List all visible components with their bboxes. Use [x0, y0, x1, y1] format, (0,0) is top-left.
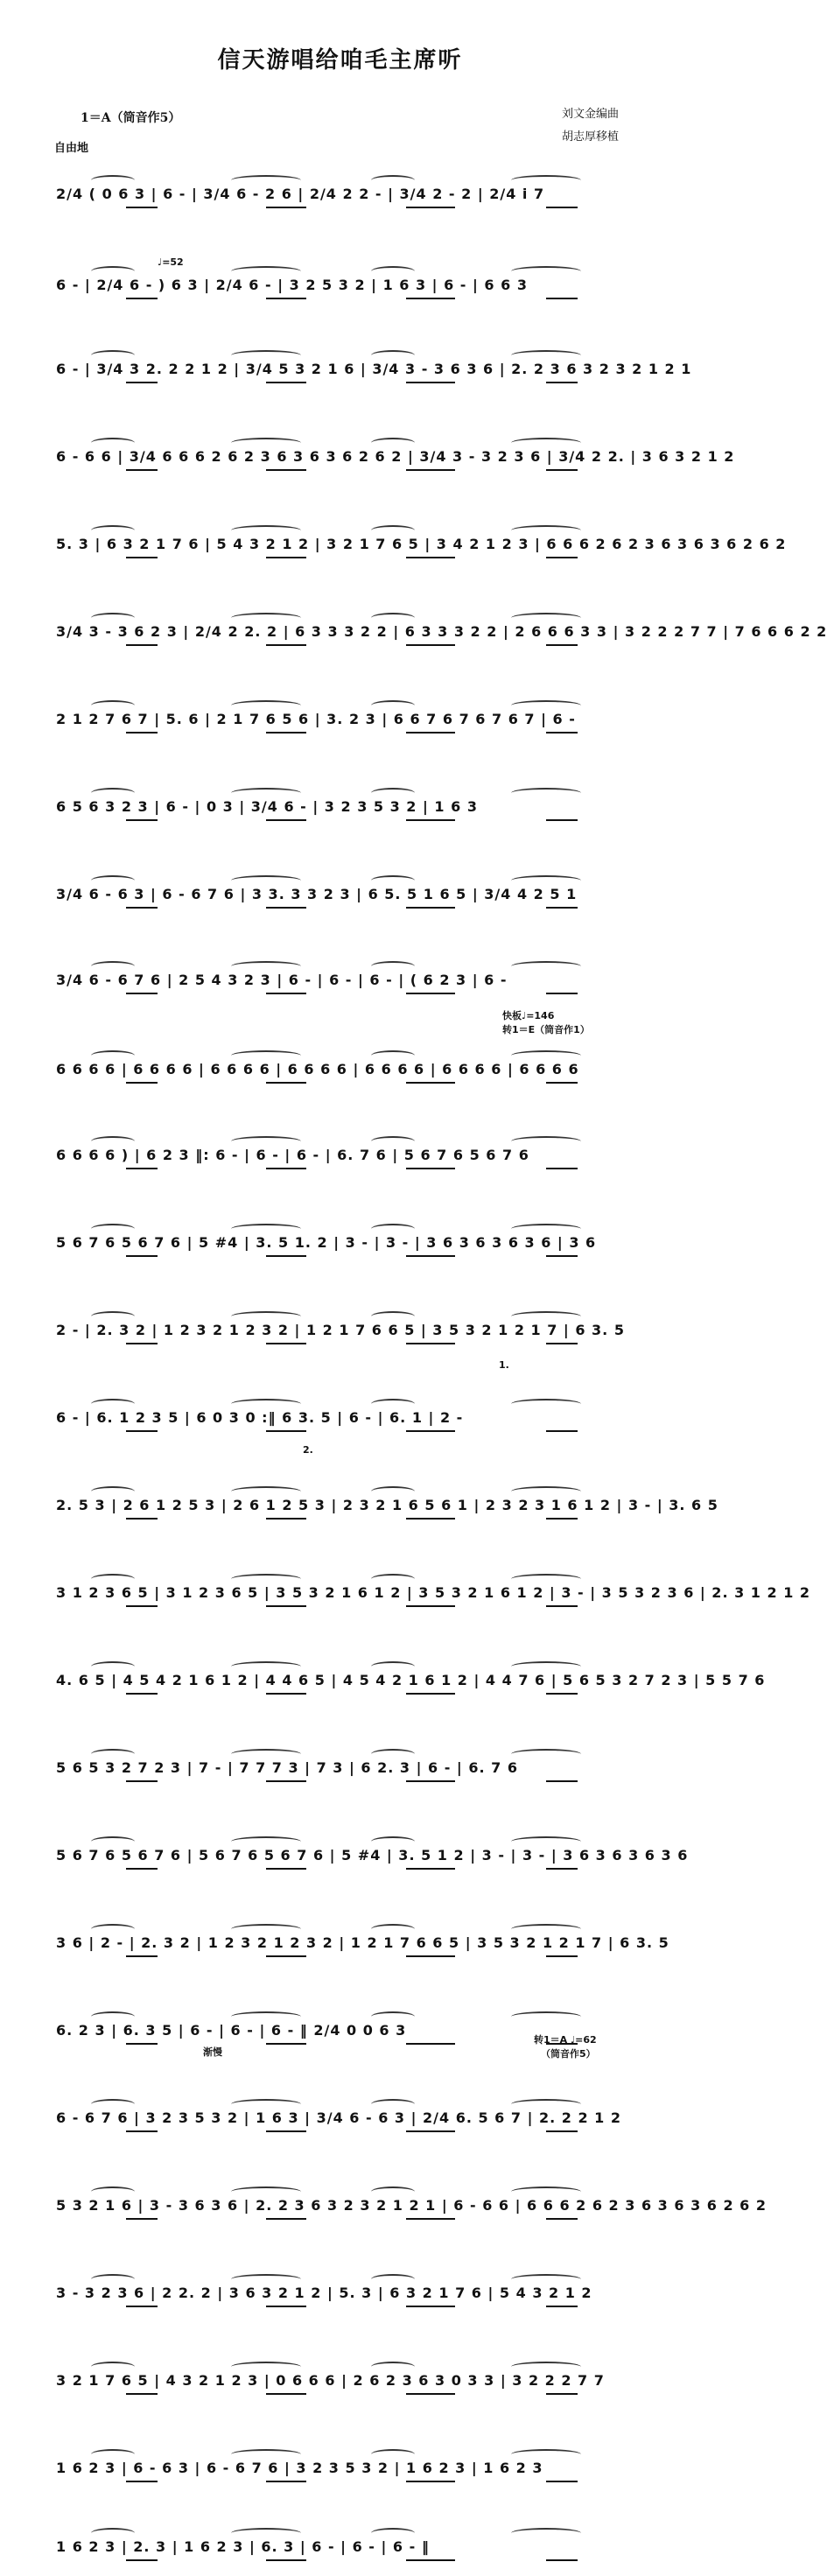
beam-underline: [126, 1255, 158, 1257]
slur-mark: [91, 175, 135, 186]
beam-underline: [126, 993, 158, 994]
staff-line-28: [56, 2538, 642, 2573]
beam-underline: [406, 1780, 455, 1782]
staff-notes: 6. 2 3 | 6. 3 5 | 6 - | 6 - | 6 - ‖ 2/4 0 0 6 3: [56, 2022, 407, 2039]
slur-mark: [91, 2099, 135, 2109]
beam-underline: [406, 1693, 455, 1695]
slur-mark: [231, 350, 301, 361]
slur-mark: [231, 2362, 301, 2372]
slur-mark: [91, 2186, 135, 2197]
slur-mark: [371, 1311, 415, 1322]
beam-underline: [546, 207, 578, 208]
slur-mark: [371, 266, 415, 277]
slur-mark: [511, 1050, 581, 1061]
staff-line-6: [56, 623, 827, 658]
staff-notes: 5. 3 | 6 3 2 1 7 6 | 5 4 3 2 1 2 | 3 2 1 7 6 5 | 3 4 2 1 2 3 | 6 6 6 2 6 2 3 6 3 6 3 6 2 6 2: [56, 536, 787, 552]
beam-underline: [266, 732, 306, 733]
beam-underline: [266, 557, 306, 558]
slur-mark: [231, 788, 301, 798]
beam-underline: [126, 1868, 158, 1870]
beam-underline: [546, 1955, 578, 1957]
slur-mark: [231, 1050, 301, 1061]
beam-underline: [546, 382, 578, 383]
beam-underline: [546, 2393, 578, 2395]
beam-underline: [266, 1518, 306, 1520]
slur-mark: [371, 1224, 415, 1234]
slur-mark: [91, 700, 135, 711]
slur-mark: [511, 2099, 581, 2109]
beam-underline: [546, 1082, 578, 1084]
slur-mark: [371, 961, 415, 972]
staff-line-9: [56, 886, 642, 921]
slur-mark: [371, 2362, 415, 2372]
slur-mark: [231, 1574, 301, 1584]
slur-mark: [511, 1836, 581, 1847]
slur-mark: [231, 2011, 301, 2022]
slur-mark: [371, 700, 415, 711]
beam-underline: [266, 2559, 306, 2561]
staff-line-8: [56, 798, 642, 833]
staff-line-1: [56, 186, 642, 221]
slur-mark: [371, 1486, 415, 1497]
staff-notes: 3 - 3 2 3 6 | 2 2. 2 | 3 6 3 2 1 2 | 5. 3 | 6 3 2 1 7 6 | 5 4 3 2 1 2: [56, 2285, 592, 2301]
beam-underline: [126, 469, 158, 471]
beam-underline: [406, 1605, 455, 1607]
beam-underline: [126, 1168, 158, 1169]
modulation-e-marking: 转1＝E（筒音作1）: [502, 1024, 590, 1035]
slur-mark: [91, 1224, 135, 1234]
beam-underline: [266, 382, 306, 383]
beam-underline: [266, 819, 306, 821]
beam-underline: [266, 1168, 306, 1169]
staff-line-18: [56, 1672, 766, 1707]
slur-mark: [231, 175, 301, 186]
beam-underline: [126, 2043, 158, 2045]
beam-underline: [406, 1868, 455, 1870]
staff-notes: 3/4 3 - 3 6 2 3 | 2/4 2 2. 2 | 6 3 3 3 2 2 | 6 3 3 3 2 2 | 2 6 6 6 3 3 | 3 2 2 2 7 7 | 7 6 6 6 2 2: [56, 623, 827, 640]
staff-line-15: [56, 1409, 642, 1444]
staff-notes: 1 6 2 3 | 2. 3 | 1 6 2 3 | 6. 3 | 6 - | 6 - | 6 - ‖: [56, 2538, 430, 2555]
beam-underline: [546, 1168, 578, 1169]
beam-underline: [266, 1955, 306, 1957]
staff-notes: 2 - | 2. 3 2 | 1 2 3 2 1 2 3 2 | 1 2 1 7 6 6 5 | 3 5 3 2 1 2 1 7 | 6 3. 5: [56, 1322, 625, 1338]
beam-underline: [546, 2218, 578, 2220]
staff-notes: 6 6 6 6 ) | 6 2 3 ‖: 6 - | 6 - | 6 - | 6. 7 6 | 5 6 7 6 5 6 7 6: [56, 1147, 529, 1163]
beam-underline: [126, 557, 158, 558]
slur-mark: [371, 2011, 415, 2022]
beam-underline: [126, 1518, 158, 1520]
slur-mark: [511, 1399, 581, 1409]
staff-notes: 2. 5 3 | 2 6 1 2 5 3 | 2 6 1 2 5 3 | 2 3 2 1 6 5 6 1 | 2 3 2 3 1 6 1 2 | 3 - | 3. 6 5: [56, 1497, 718, 1513]
staff-line-19: [56, 1759, 642, 1794]
beam-underline: [126, 1343, 158, 1344]
slur-mark: [371, 525, 415, 536]
slur-mark: [231, 1749, 301, 1759]
slur-mark: [231, 1836, 301, 1847]
staff-line-24: [56, 2197, 767, 2232]
beam-underline: [266, 907, 306, 909]
slur-mark: [371, 1136, 415, 1147]
slur-mark: [511, 1924, 581, 1934]
beam-underline: [126, 2130, 158, 2132]
slur-mark: [511, 700, 581, 711]
slur-mark: [231, 2099, 301, 2109]
beam-underline: [546, 819, 578, 821]
beam-underline: [406, 1082, 455, 1084]
slur-mark: [511, 350, 581, 361]
beam-underline: [126, 2481, 158, 2482]
slur-mark: [511, 2449, 581, 2460]
staff-line-3: [56, 361, 692, 396]
slur-mark: [371, 2449, 415, 2460]
slur-mark: [231, 2449, 301, 2460]
beam-underline: [266, 644, 306, 646]
beam-underline: [266, 1430, 306, 1432]
beam-underline: [406, 557, 455, 558]
beam-underline: [546, 1868, 578, 1870]
beam-underline: [266, 993, 306, 994]
slur-mark: [371, 1924, 415, 1934]
slur-mark: [511, 961, 581, 972]
beam-underline: [546, 1430, 578, 1432]
beam-underline: [266, 2218, 306, 2220]
staff-notes: 3/4 6 - 6 7 6 | 2 5 4 3 2 3 | 6 - | 6 - | 6 - | ( 6 2 3 | 6 -: [56, 972, 508, 988]
allegro-marking: 快板♩=146: [502, 1010, 555, 1021]
slur-mark: [371, 1399, 415, 1409]
slur-mark: [511, 266, 581, 277]
staff-notes: 2/4 ( 0 6 3 | 6 - | 3/4 6 - 2 6 | 2/4 2 2 - | 3/4 2 - 2 | 2/4 i 7: [56, 186, 545, 202]
slur-mark: [91, 525, 135, 536]
slur-mark: [371, 438, 415, 448]
beam-underline: [126, 1955, 158, 1957]
slur-mark: [91, 788, 135, 798]
slur-mark: [231, 613, 301, 623]
beam-underline: [126, 382, 158, 383]
staff-notes: 6 - | 6. 1 2 3 5 | 6 0 3 0 :‖ 6 3. 5 | 6 - | 6. 1 | 2 -: [56, 1409, 464, 1426]
slur-mark: [371, 788, 415, 798]
slur-mark: [91, 1050, 135, 1061]
staff-notes: 6 - | 3/4 3 2. 2 2 1 2 | 3/4 5 3 2 1 6 | 3/4 3 - 3 6 3 6 | 2. 2 3 6 3 2 3 2 1 2 1: [56, 361, 692, 377]
beam-underline: [546, 557, 578, 558]
slur-mark: [511, 175, 581, 186]
staff-line-17: [56, 1584, 811, 1619]
slur-mark: [91, 961, 135, 972]
staff-notes: 5 6 7 6 5 6 7 6 | 5 6 7 6 5 6 7 6 | 5 #4 | 3. 5 1 2 | 3 - | 3 - | 3 6 3 6 3 6 3 6: [56, 1847, 689, 1864]
staff-line-2: [56, 277, 642, 312]
modulation-a-sub: （筒音作5）: [541, 2048, 596, 2060]
slur-mark: [371, 2528, 415, 2538]
beam-underline: [546, 1605, 578, 1607]
beam-underline: [406, 2130, 455, 2132]
beam-underline: [406, 907, 455, 909]
beam-underline: [546, 2306, 578, 2307]
beam-underline: [126, 2393, 158, 2395]
staff-notes: 3 1 2 3 6 5 | 3 1 2 3 6 5 | 3 5 3 2 1 6 1 2 | 3 5 3 2 1 6 1 2 | 3 - | 3 5 3 2 3 6 | 2. 3 1 2 1 2: [56, 1584, 811, 1601]
staff-notes: 3/4 6 - 6 3 | 6 - 6 7 6 | 3 3. 3 3 2 3 | 6 5. 5 1 6 5 | 3/4 4 2 5 1: [56, 886, 578, 902]
beam-underline: [126, 2559, 158, 2561]
slur-mark: [91, 2528, 135, 2538]
beam-underline: [406, 819, 455, 821]
beam-underline: [406, 1343, 455, 1344]
volta-2: 2.: [303, 1444, 313, 1456]
slower-marking: 渐慢: [203, 2046, 222, 2058]
beam-underline: [406, 993, 455, 994]
beam-underline: [266, 1343, 306, 1344]
beam-underline: [266, 1868, 306, 1870]
beam-underline: [406, 1518, 455, 1520]
slur-mark: [91, 1574, 135, 1584]
slur-mark: [231, 266, 301, 277]
slur-mark: [371, 350, 415, 361]
slur-mark: [511, 1136, 581, 1147]
staff-line-27: [56, 2460, 642, 2495]
beam-underline: [266, 2306, 306, 2307]
beam-underline: [546, 644, 578, 646]
beam-underline: [126, 907, 158, 909]
slur-mark: [231, 525, 301, 536]
staff-line-23: [56, 2109, 642, 2144]
slur-mark: [231, 2274, 301, 2285]
beam-underline: [406, 732, 455, 733]
slur-mark: [371, 1661, 415, 1672]
slur-mark: [371, 2099, 415, 2109]
beam-underline: [126, 1082, 158, 1084]
slur-mark: [511, 2274, 581, 2285]
beam-underline: [126, 1693, 158, 1695]
beam-underline: [546, 907, 578, 909]
slur-mark: [91, 2011, 135, 2022]
slur-mark: [91, 1661, 135, 1672]
beam-underline: [406, 2393, 455, 2395]
beam-underline: [406, 2559, 455, 2561]
slur-mark: [91, 1136, 135, 1147]
slur-mark: [511, 1574, 581, 1584]
slur-mark: [371, 1836, 415, 1847]
beam-underline: [406, 382, 455, 383]
staff-notes: 5 6 7 6 5 6 7 6 | 5 #4 | 3. 5 1. 2 | 3 - | 3 - | 3 6 3 6 3 6 3 6 | 3 6: [56, 1234, 597, 1251]
beam-underline: [126, 2306, 158, 2307]
beam-underline: [546, 1518, 578, 1520]
slur-mark: [511, 2362, 581, 2372]
beam-underline: [406, 298, 455, 299]
slur-mark: [371, 875, 415, 886]
beam-underline: [406, 1955, 455, 1957]
beam-underline: [546, 469, 578, 471]
slur-mark: [511, 1486, 581, 1497]
slur-mark: [231, 2528, 301, 2538]
slur-mark: [511, 788, 581, 798]
staff-notes: 2 1 2 7 6 7 | 5. 6 | 2 1 7 6 5 6 | 3. 2 3 | 6 6 7 6 7 6 7 6 7 | 6 -: [56, 711, 576, 727]
beam-underline: [546, 1343, 578, 1344]
slur-mark: [91, 350, 135, 361]
staff-line-26: [56, 2372, 642, 2407]
staff-line-12: [56, 1147, 642, 1182]
beam-underline: [546, 2481, 578, 2482]
slur-mark: [371, 1749, 415, 1759]
slur-mark: [231, 1661, 301, 1672]
slur-mark: [511, 438, 581, 448]
slur-mark: [371, 613, 415, 623]
beam-underline: [126, 1430, 158, 1432]
slur-mark: [91, 2449, 135, 2460]
staff-notes: 6 - | 2/4 6 - ) 6 3 | 2/4 6 - | 3 2 5 3 2 | 1 6 3 | 6 - | 6 6 3: [56, 277, 528, 293]
staff-line-10: [56, 972, 642, 1007]
beam-underline: [266, 207, 306, 208]
slur-mark: [231, 1136, 301, 1147]
staff-line-5: [56, 536, 787, 571]
beam-underline: [266, 298, 306, 299]
staff-line-7: [56, 711, 642, 746]
slur-mark: [511, 2528, 581, 2538]
slur-mark: [231, 438, 301, 448]
slur-mark: [511, 1224, 581, 1234]
key-signature: 1＝A（筒音作5）: [81, 111, 181, 125]
beam-underline: [266, 1082, 306, 1084]
slur-mark: [91, 1749, 135, 1759]
slur-mark: [511, 2011, 581, 2022]
beam-underline: [126, 1780, 158, 1782]
beam-underline: [266, 1780, 306, 1782]
beam-underline: [406, 2043, 455, 2045]
slur-mark: [511, 1661, 581, 1672]
staff-notes: 6 5 6 3 2 3 | 6 - | 0 3 | 3/4 6 - | 3 2 3 5 3 2 | 1 6 3: [56, 798, 478, 815]
beam-underline: [126, 1605, 158, 1607]
beam-underline: [266, 1693, 306, 1695]
beam-underline: [546, 298, 578, 299]
beam-underline: [126, 819, 158, 821]
slur-mark: [231, 1224, 301, 1234]
beam-underline: [126, 298, 158, 299]
slur-mark: [231, 2186, 301, 2197]
beam-underline: [546, 2130, 578, 2132]
slur-mark: [91, 1836, 135, 1847]
slur-mark: [231, 1311, 301, 1322]
slur-mark: [371, 175, 415, 186]
staff-notes: 3 6 | 2 - | 2. 3 2 | 1 2 3 2 1 2 3 2 | 1 2 1 7 6 6 5 | 3 5 3 2 1 2 1 7 | 6 3. 5: [56, 1934, 669, 1951]
beam-underline: [126, 732, 158, 733]
beam-underline: [266, 2043, 306, 2045]
slur-mark: [231, 1924, 301, 1934]
beam-underline: [546, 1693, 578, 1695]
beam-underline: [266, 2393, 306, 2395]
slur-mark: [371, 1574, 415, 1584]
staff-line-25: [56, 2285, 642, 2320]
slur-mark: [91, 2274, 135, 2285]
slur-mark: [91, 875, 135, 886]
staff-notes: 5 6 5 3 2 7 2 3 | 7 - | 7 7 7 3 | 7 3 | 6 2. 3 | 6 - | 6. 7 6: [56, 1759, 518, 1776]
staff-notes: 5 3 2 1 6 | 3 - 3 6 3 6 | 2. 2 3 6 3 2 3 2 1 2 1 | 6 - 6 6 | 6 6 6 2 6 2 3 6 3 6 3 6 2 6 2: [56, 2197, 767, 2214]
beam-underline: [266, 2481, 306, 2482]
staff-line-20: [56, 1847, 689, 1882]
staff-line-14: [56, 1322, 642, 1357]
staff-notes: 3 2 1 7 6 5 | 4 3 2 1 2 3 | 0 6 6 6 | 2 6 2 3 6 3 0 3 3 | 3 2 2 2 7 7: [56, 2372, 605, 2389]
beam-underline: [546, 1255, 578, 1257]
slur-mark: [91, 1311, 135, 1322]
staff-notes: 4. 6 5 | 4 5 4 2 1 6 1 2 | 4 4 6 5 | 4 5 4 2 1 6 1 2 | 4 4 7 6 | 5 6 5 3 2 7 2 3 | 5 5 7 6: [56, 1672, 766, 1688]
staff-notes: 6 - 6 7 6 | 3 2 3 5 3 2 | 1 6 3 | 3/4 6 - 6 3 | 2/4 6. 5 6 7 | 2. 2 2 1 2: [56, 2109, 622, 2126]
slur-mark: [231, 1399, 301, 1409]
staff-line-21: [56, 1934, 669, 1969]
beam-underline: [406, 644, 455, 646]
beam-underline: [406, 207, 455, 208]
beam-underline: [126, 2218, 158, 2220]
beam-underline: [266, 469, 306, 471]
beam-underline: [126, 644, 158, 646]
slur-mark: [231, 1486, 301, 1497]
slur-mark: [91, 613, 135, 623]
volta-1: 1.: [499, 1359, 509, 1371]
beam-underline: [406, 469, 455, 471]
modulation-a-marking: 转1＝A ♩=62: [534, 2034, 597, 2046]
slur-mark: [371, 2274, 415, 2285]
composer-credit: 刘文金编曲: [561, 108, 619, 121]
slur-mark: [231, 700, 301, 711]
staff-line-11: [56, 1061, 642, 1096]
slur-mark: [371, 2186, 415, 2197]
slur-mark: [91, 1486, 135, 1497]
staff-notes: 6 6 6 6 | 6 6 6 6 | 6 6 6 6 | 6 6 6 6 | 6 6 6 6 | 6 6 6 6 | 6 6 6 6: [56, 1061, 579, 1077]
staff-notes: 1 6 2 3 | 6 - 6 3 | 6 - 6 7 6 | 3 2 3 5 3 2 | 1 6 2 3 | 1 6 2 3: [56, 2460, 543, 2476]
beam-underline: [266, 1605, 306, 1607]
page-title: 信天游唱给咱毛主席听: [217, 47, 463, 74]
arranger-credit: 胡志厚移植: [561, 130, 619, 144]
beam-underline: [266, 1255, 306, 1257]
beam-underline: [546, 2559, 578, 2561]
beam-underline: [546, 1780, 578, 1782]
slur-mark: [91, 1399, 135, 1409]
beam-underline: [406, 2218, 455, 2220]
slur-mark: [91, 2362, 135, 2372]
beam-underline: [406, 1430, 455, 1432]
metronome-marking: ♩=52: [158, 256, 184, 268]
slur-mark: [511, 1749, 581, 1759]
slur-mark: [231, 875, 301, 886]
tempo-marking: 自由地: [54, 142, 89, 155]
staff-notes: 6 - 6 6 | 3/4 6 6 6 2 6 2 3 6 3 6 3 6 2 6 2 | 3/4 3 - 3 2 3 6 | 3/4 2 2. | 3 6 3 2 1 2: [56, 448, 735, 465]
staff-line-13: [56, 1234, 642, 1269]
beam-underline: [126, 207, 158, 208]
beam-underline: [266, 2130, 306, 2132]
beam-underline: [406, 2306, 455, 2307]
beam-underline: [406, 1255, 455, 1257]
slur-mark: [511, 875, 581, 886]
slur-mark: [91, 1924, 135, 1934]
beam-underline: [546, 993, 578, 994]
beam-underline: [406, 1168, 455, 1169]
beam-underline: [406, 2481, 455, 2482]
slur-mark: [231, 961, 301, 972]
slur-mark: [511, 613, 581, 623]
slur-mark: [511, 525, 581, 536]
staff-line-4: [56, 448, 735, 483]
slur-mark: [91, 266, 135, 277]
staff-line-16: [56, 1497, 718, 1532]
beam-underline: [546, 732, 578, 733]
slur-mark: [91, 438, 135, 448]
slur-mark: [511, 2186, 581, 2197]
slur-mark: [511, 1311, 581, 1322]
slur-mark: [371, 1050, 415, 1061]
